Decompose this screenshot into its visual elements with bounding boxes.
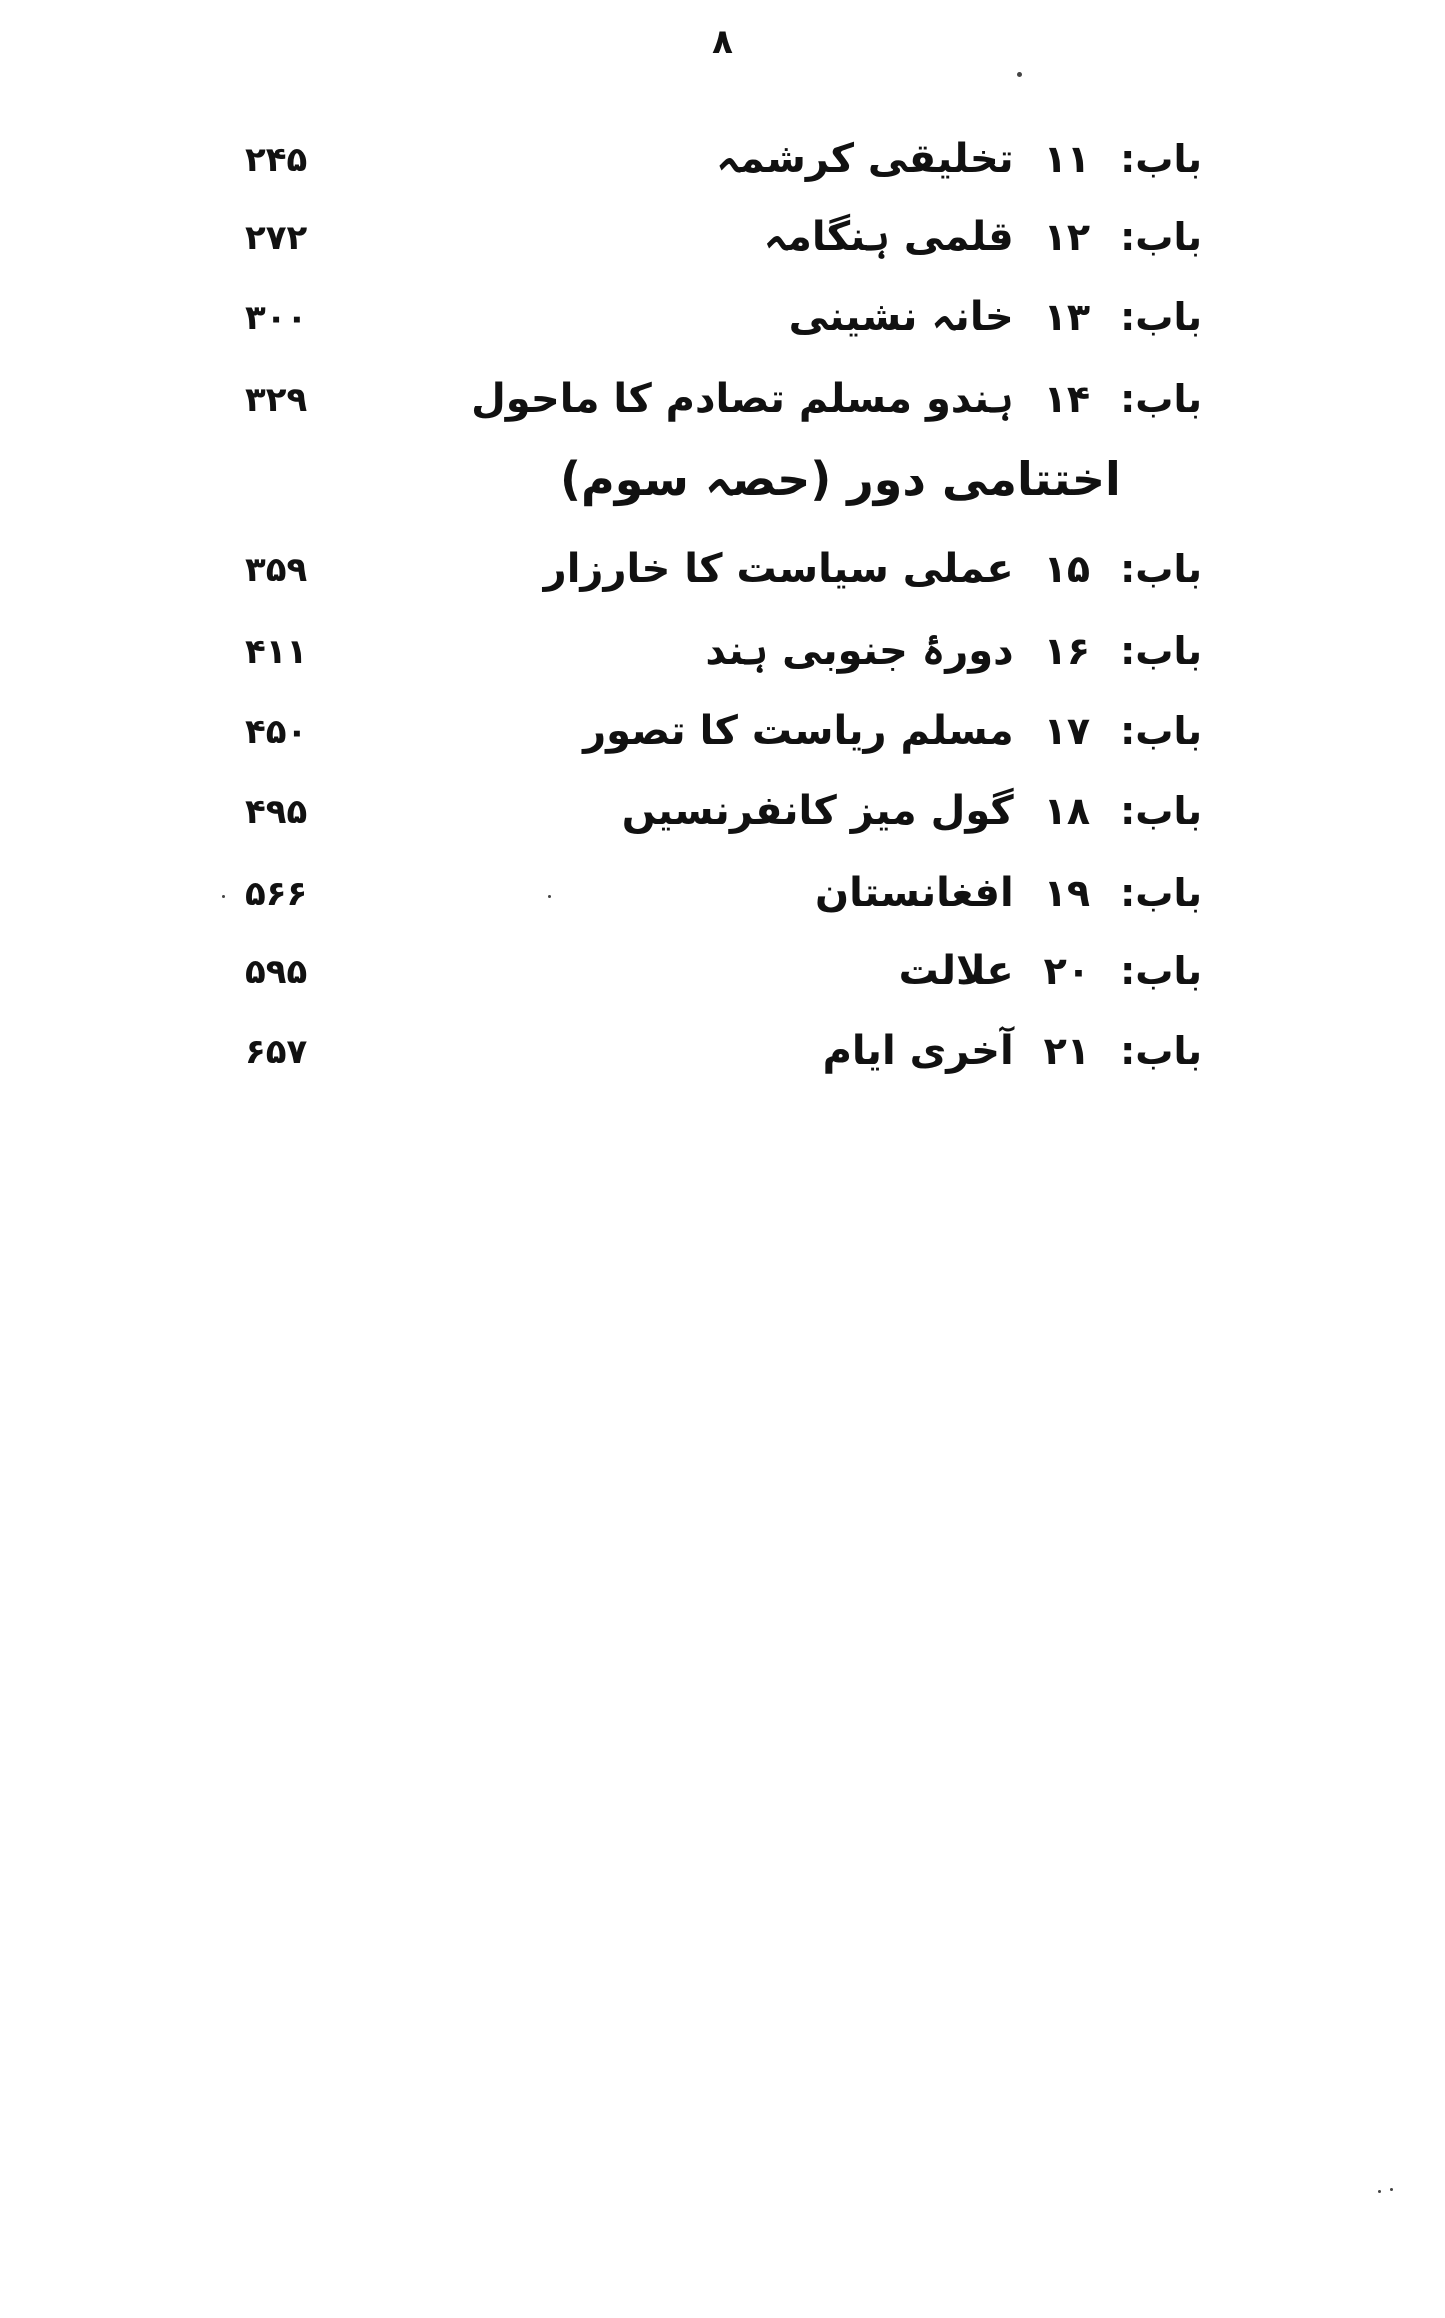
chapter-word: باب (1135, 709, 1202, 753)
chapter-title: مسلم ریاست کا تصور (583, 708, 1014, 754)
chapter-word: باب (1135, 215, 1202, 259)
chapter-word: باب (1135, 1029, 1202, 1073)
chapter-number: ۱۸ (1043, 789, 1091, 833)
chapter-title: آخری ایام (822, 1028, 1014, 1074)
chapter-number: ۲۰ (1043, 949, 1091, 993)
toc-entry: باب:۲۰علالت ۵۹۵ (245, 948, 1202, 994)
chapter-title: عملی سیاست کا خارزار (543, 546, 1014, 592)
chapter-number: ۱۳ (1043, 295, 1091, 339)
chapter-word: باب (1135, 789, 1202, 833)
chapter-word: باب (1135, 949, 1202, 993)
chapter-number: ۱۱ (1043, 137, 1091, 181)
chapter-title: تخلیقی کرشمہ (716, 136, 1014, 182)
page-reference: ۲۴۵ (245, 140, 308, 180)
chapter-word: باب (1135, 137, 1202, 181)
toc-entry: باب:۱۳خانہ نشینی ۳۰۰ (245, 294, 1202, 340)
toc-entry: باب:۱۷مسلم ریاست کا تصور ۴۵۰ (245, 708, 1202, 754)
chapter-title: گول میز کانفرنسیں (621, 788, 1014, 834)
scan-speck (1390, 2188, 1393, 2191)
page-number: ۸ (712, 22, 733, 62)
page-reference: ۴۹۵ (245, 792, 308, 832)
chapter-number: ۱۷ (1043, 709, 1091, 753)
chapter-number: ۱۲ (1043, 215, 1091, 259)
toc-entry: باب:۱۹افغانستان ۵۶۶ (245, 870, 1202, 916)
chapter-word: باب (1135, 295, 1202, 339)
chapter-number: ۱۴ (1043, 377, 1091, 421)
toc-entry: باب:۱۴ہندو مسلم تصادم کا ماحول ۳۲۹ (245, 376, 1202, 422)
chapter-number: ۱۹ (1043, 871, 1091, 915)
page-reference: ۲۷۲ (245, 218, 308, 258)
page-reference: ۵۹۵ (245, 952, 308, 992)
chapter-title: خانہ نشینی (788, 294, 1014, 340)
chapter-number: ۲۱ (1043, 1029, 1091, 1073)
chapter-number: ۱۶ (1043, 629, 1091, 673)
page-reference: ۳۵۹ (245, 550, 308, 590)
chapter-title: افغانستان (814, 870, 1014, 916)
page-reference: ۴۵۰ (245, 712, 308, 752)
chapter-word: باب (1135, 629, 1202, 673)
toc-entry: باب:۱۸گول میز کانفرنسیں ۴۹۵ (245, 788, 1202, 834)
chapter-word: باب (1135, 547, 1202, 591)
toc-entry: باب:۲۱آخری ایام ۶۵۷ (245, 1028, 1202, 1074)
scan-speck (1017, 72, 1022, 77)
chapter-number: ۱۵ (1043, 547, 1091, 591)
toc-entry: باب:۱۵عملی سیاست کا خارزار ۳۵۹ (245, 546, 1202, 592)
toc-entry: باب:۱۶دورۂ جنوبی ہند ۴۱۱ (245, 628, 1202, 674)
page-reference: ۳۲۹ (245, 380, 308, 420)
section-heading: اختتامی دور (حصہ سوم) (560, 452, 1121, 506)
chapter-title: ہندو مسلم تصادم کا ماحول (471, 376, 1014, 422)
chapter-title: دورۂ جنوبی ہند (705, 628, 1014, 674)
page-reference: ۵۶۶ (245, 874, 308, 914)
page-reference: ۶۵۷ (245, 1032, 308, 1072)
chapter-title: علالت (898, 948, 1014, 994)
page-reference: ۳۰۰ (245, 298, 308, 338)
chapter-title: قلمی ہنگامہ (763, 214, 1014, 260)
chapter-word: باب (1135, 377, 1202, 421)
chapter-word: باب (1135, 871, 1202, 915)
scan-speck (1378, 2190, 1381, 2193)
toc-entry: باب:۱۱تخلیقی کرشمہ ۲۴۵ (245, 136, 1202, 182)
page-reference: ۴۱۱ (245, 632, 308, 672)
toc-entry: باب:۱۲قلمی ہنگامہ ۲۷۲ (245, 214, 1202, 260)
